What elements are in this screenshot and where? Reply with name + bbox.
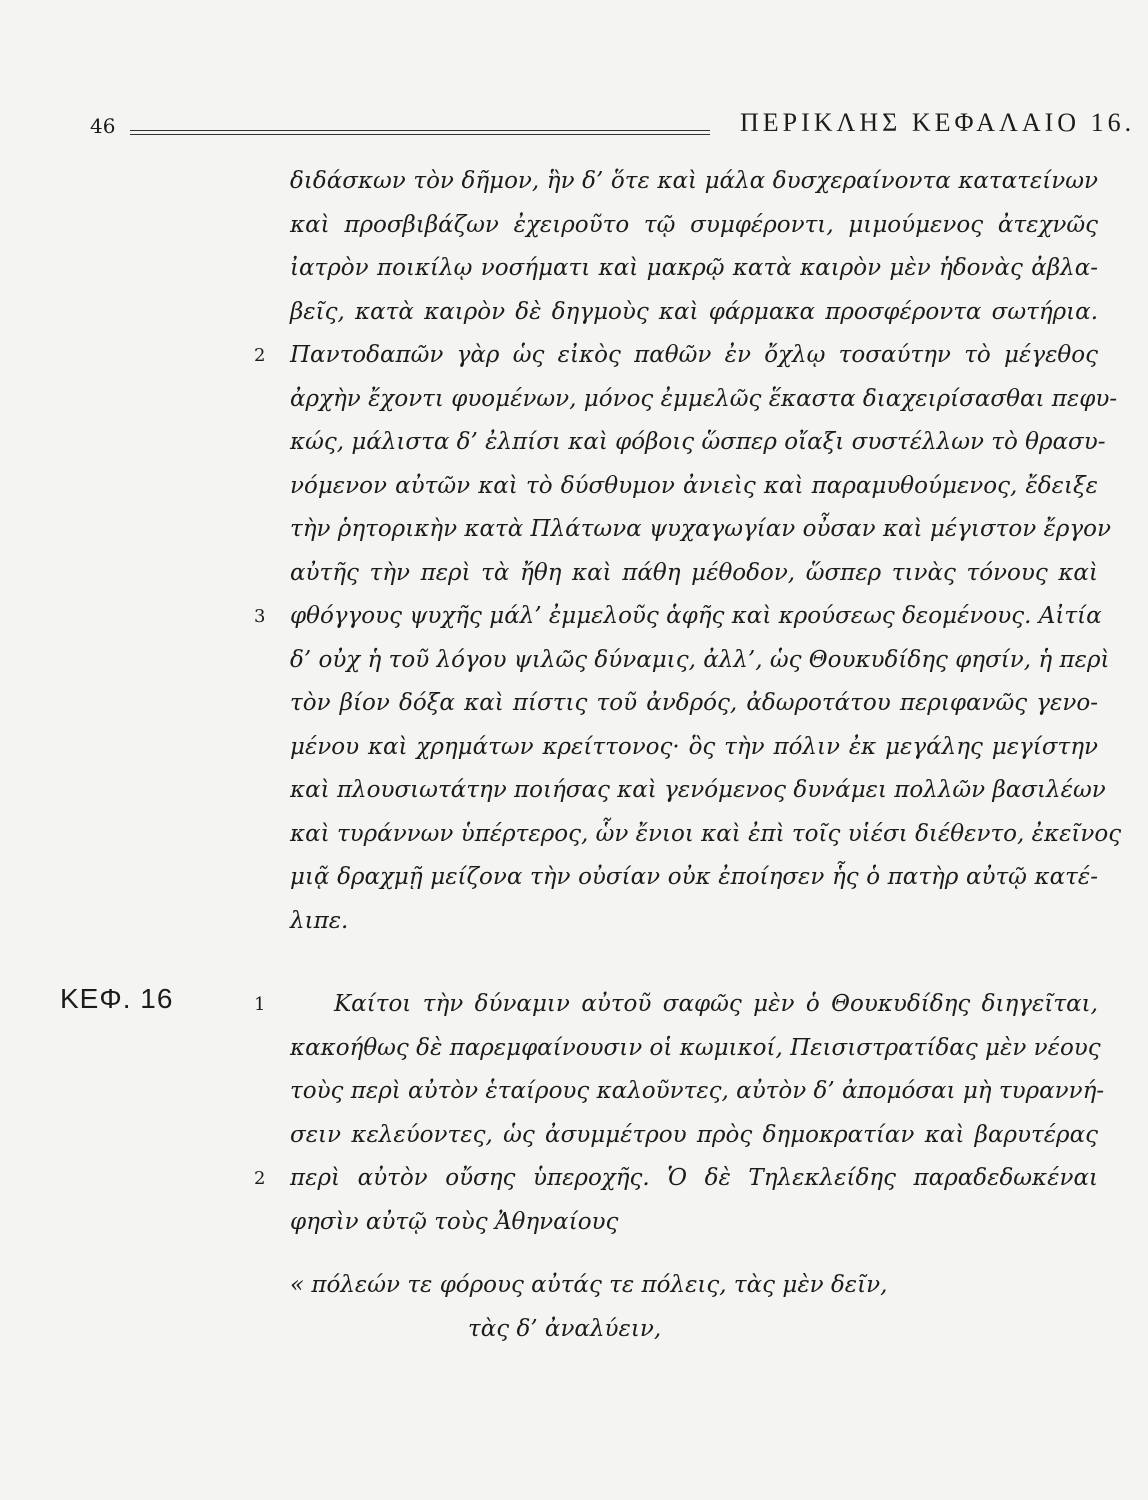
text-line [60,983,1098,1027]
greek-text-body [60,160,1122,1351]
chapter-gap [290,943,1098,983]
section-number: 3 [254,606,266,627]
chapter-label: ΚΕΦ. 16 [60,983,174,1014]
text-line: κακοήθως δὲ παρεμφαίνουσιν οἱ κωμικοί, Πεισιστρατίδας μὲν νέους [290,1034,1101,1061]
section-number: 1 [254,994,266,1015]
text-line [254,595,1102,639]
text-line: αὐτῆς τὴν περὶ τὰ ἤθη καὶ πάθη μέθοδον, ὥσπερ τινὰς τόνους καὶ [290,559,1098,586]
text-line: βεῖς, κατὰ καιρὸν δὲ δηγμοὺς καὶ φάρμακα προσφέροντα σωτήρια. [290,298,1098,325]
text-line: λιπε. [290,907,349,934]
header-rule [130,130,710,135]
text-line: τὴν ῥητορικὴν κατὰ Πλάτωνα ψυχαγωγίαν οὖσαν καὶ μέγιστον ἔργον [290,516,1111,542]
text-line: ἰατρὸν ποικίλῳ νοσήματι καὶ μακρῷ κατὰ καιρὸν μὲν ἡδονὰς ἀβλα- [290,255,1098,281]
text-line: τοὺς περὶ αὐτὸν ἑταίρους καλοῦντες, αὐτὸν δ’ ἀπομόσαι μὴ τυραννή- [290,1078,1105,1104]
text-line: καὶ τυράννων ὑπέρτερος, ὧν ἔνιοι καὶ ἐπὶ τοῖς υἱέσι διέθεντο, ἐκεῖνος [290,820,1122,847]
running-header [90,108,1136,148]
text-line [254,334,1098,378]
text-line-content: Καίτοι τὴν δύναμιν αὐτοῦ σαφῶς μὲν ὁ Θουκυδίδης διηγεῖται, [334,991,1098,1017]
text-line [254,1157,1098,1201]
section-number: 2 [254,1168,266,1189]
text-line: σειν κελεύοντες, ὡς ἀσυμμέτρου πρὸς δημοκρατίαν καὶ βαρυτέρας [290,1121,1098,1148]
text-line: μιᾷ δραχμῇ μείζονα τὴν οὐσίαν οὐκ ἐποίησεν ἧς ὁ πατὴρ αὐτῷ κατέ- [290,864,1098,890]
text-line: μένου καὶ χρημάτων κρείττονος· ὃς τὴν πόλιν ἐκ μεγάλης μεγίστην [290,733,1098,760]
text-line: δ’ οὐχ ἡ τοῦ λόγου ψιλῶς δύναμις, ἀλλ’, ὡς Θουκυδίδης φησίν, ἡ περὶ [290,646,1110,673]
text-line: νόμενον αὐτῶν καὶ τὸ δύσθυμον ἀνιεὶς καὶ παραμυθούμενος, ἔδειξε [290,472,1098,499]
text-line: καὶ πλουσιωτάτην ποιήσας καὶ γενόμενος δυνάμει πολλῶν βασιλέων [290,777,1106,803]
verse-gap [290,1244,1098,1264]
page-number: 46 [90,114,116,138]
text-line: τὸν βίον δόξα καὶ πίστις τοῦ ἀνδρός, ἀδωροτάτου περιφανῶς γενο- [290,690,1098,716]
text-line: καὶ προσβιβάζων ἐχειροῦτο τῷ συμφέροντι, μιμούμενος ἀτεχνῶς [290,211,1098,238]
verse-line: τὰς δ’ ἀναλύειν, [468,1315,662,1342]
text-line: φησὶν αὐτῷ τοὺς Ἀθηναίους [290,1208,619,1235]
verse-line: « πόλεών τε φόρους αὐτάς τε πόλεις, τὰς μὲν δεῖν, [290,1272,888,1298]
section-number: 2 [254,345,266,366]
running-title: ΠΕΡΙΚΛΗΣ ΚΕΦΑΛΑΙΟ 16. [740,108,1136,137]
text-line: ἀρχὴν ἔχοντι φυομένων, μόνος ἐμμελῶς ἕκαστα διαχειρίσασθαι πεφυ- [290,385,1118,412]
text-line: κώς, μάλιστα δ’ ἐλπίσι καὶ φόβοις ὥσπερ οἴαξι συστέλλων τὸ θρασυ- [290,429,1106,455]
text-line-content: φθόγγους ψυχῆς μάλ’ ἐμμελοῦς ἁφῆς καὶ κρούσεως δεομένους. Αἰτία [290,603,1102,629]
text-line-content: περὶ αὐτὸν οὔσης ὑπεροχῆς. Ὁ δὲ Τηλεκλείδης παραδεδωκέναι [290,1165,1098,1191]
text-line: διδάσκων τὸν δῆμον, ἣν δ’ ὅτε καὶ μάλα δυσχεραίνοντα κατατείνων [290,168,1098,194]
text-line-content: Παντοδαπῶν γὰρ ὡς εἰκὸς παθῶν ἐν ὄχλῳ τοσαύτην τὸ μέγεθος [290,342,1098,368]
